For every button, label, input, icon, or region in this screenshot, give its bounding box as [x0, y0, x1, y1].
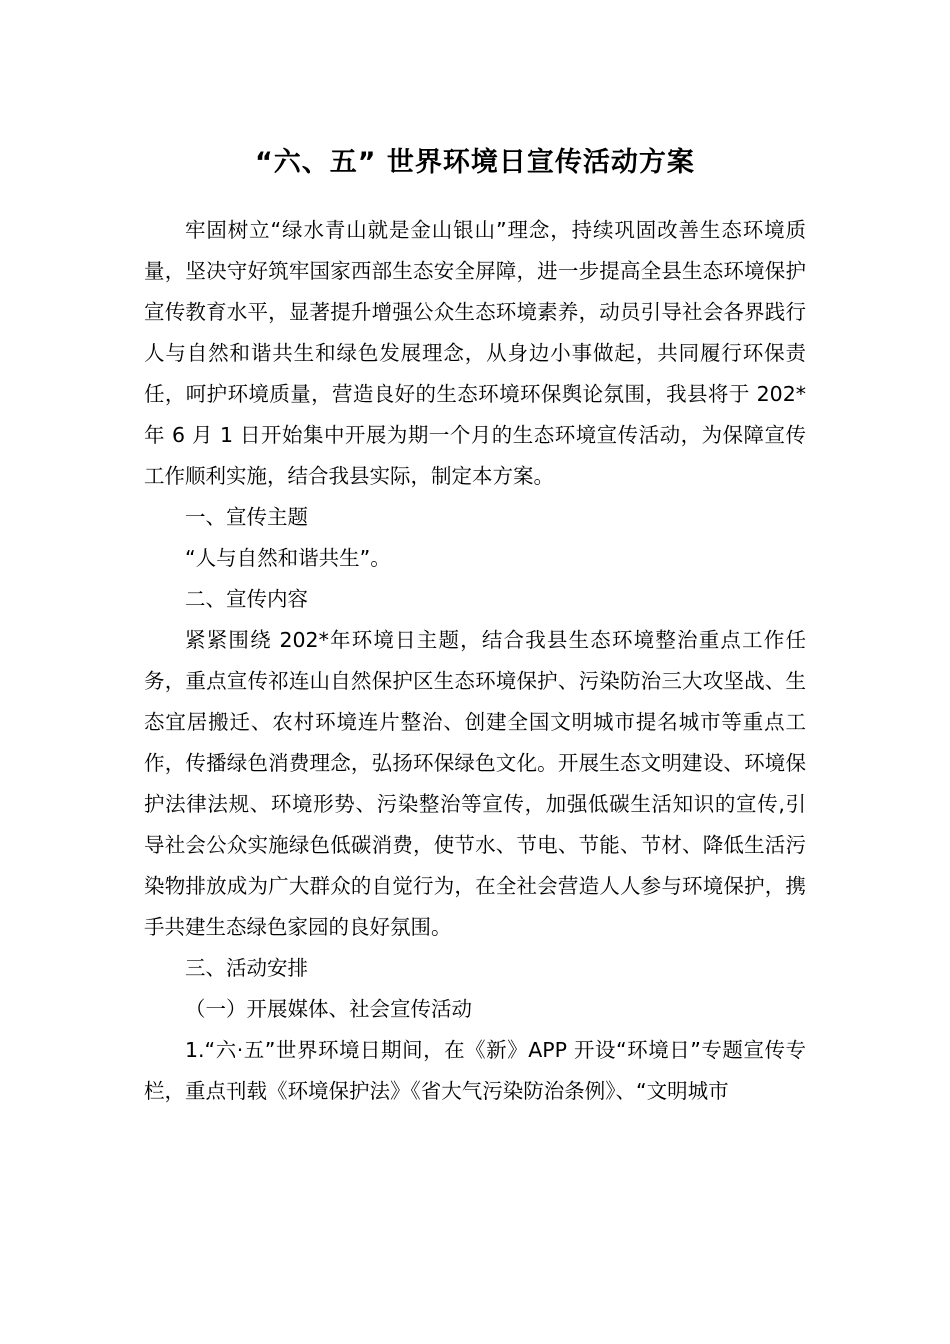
document-body — [144, 210, 806, 1112]
section-3-heading: 三、活动安排 — [185, 956, 308, 980]
item-1-text: 1.“六·五”世界环境日期间，在《新》APP 开设“环境日”专题宣传专栏，重点刊载《环境保护法》《省大气污染防治条例》、“文明城市 — [144, 1038, 806, 1103]
section-1-text: “人与自然和谐共生”。 — [185, 546, 391, 570]
section-2-text: 紧紧围绕 202*年环境日主题，结合我县生态环境整治重点工作任务，重点宣传祁连山自然保护区生态环境保护、污染防治三大攻坚战、生态宜居搬迁、农村环境连片整治、创建全国文明城市提名城市等重点工作，传播绿色消费理念，弘扬环保绿色文化。开展生态文明建设、环境保护法律法规、环境形势、污染整治等宣传，加强低碳生活知识的宣传,引导社会公众实施绿色低碳消费，使节水、节电、节能、节材、降低生活污染物排放成为广大群众的自觉行为，在全社会营造人人参与环境保护，携手共建生态绿色家园的良好氛围。 — [144, 628, 806, 939]
section-1-heading: 一、宣传主题 — [185, 505, 308, 529]
document-title: “六、五” 世界环境日宣传活动方案 — [255, 147, 695, 178]
section-2-heading: 二、宣传内容 — [185, 587, 308, 611]
intro-paragraph: 牢固树立“绿水青山就是金山银山”理念，持续巩固改善生态环境质量，坚决守好筑牢国家西部生态安全屏障，进一步提高全县生态环境保护宣传教育水平，显著提升增强公众生态环境素养，动员引导社会各界践行人与自然和谐共生和绿色发展理念，从身边小事做起，共同履行环保责任，呵护环境质量，营造良好的生态环境环保舆论氛围，我县将于 202*年 6 月 1 日开始集中开展为期一个月的生态环境宣传活动，为保障宣传工作顺利实施，结合我县实际，制定本方案。 — [144, 218, 806, 488]
subsection-1-heading: （一）开展媒体、社会宣传活动 — [185, 997, 472, 1021]
